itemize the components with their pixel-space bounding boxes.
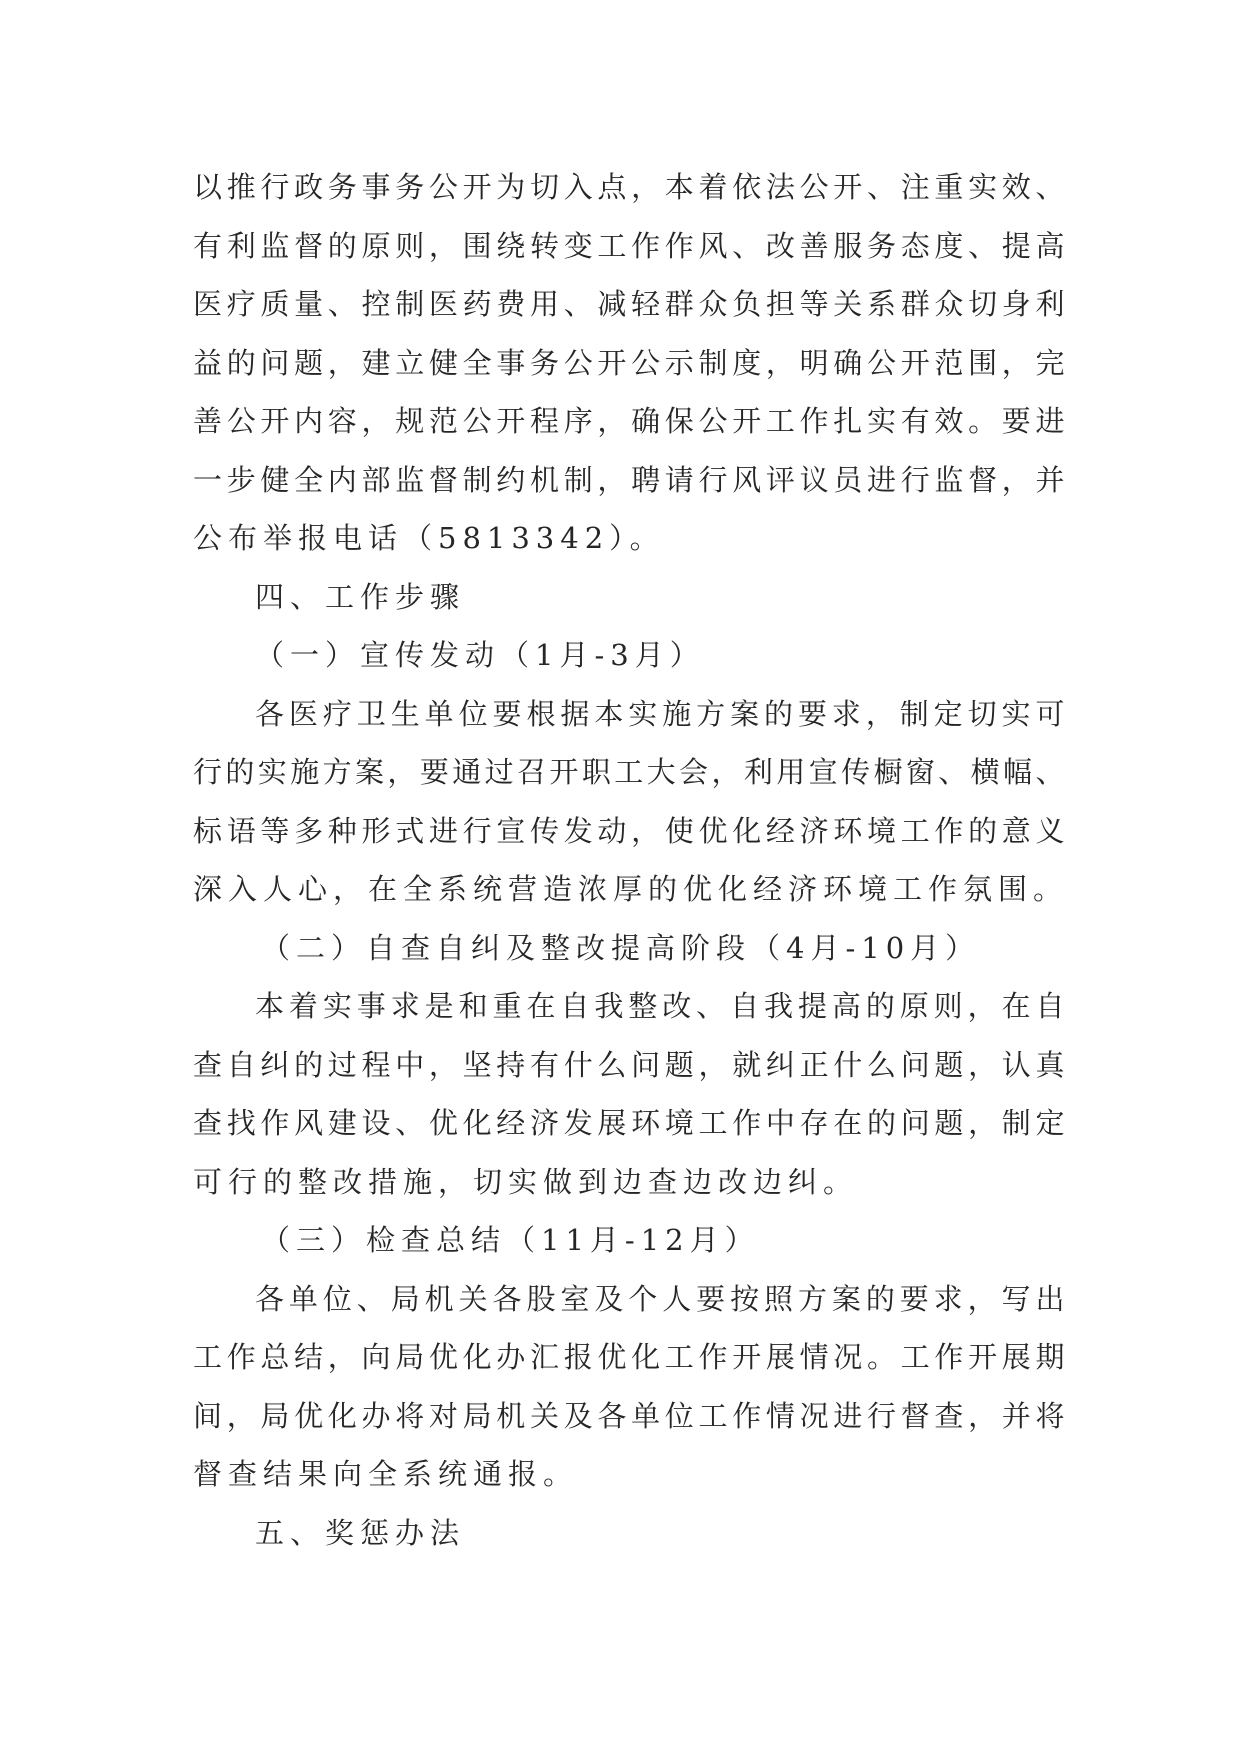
paragraph-line: 以推行政务事务公开为切入点，本着依法公开、注重实效、 — [193, 170, 1065, 204]
subsection-heading: （一）宣传发动（1月-3月） — [255, 638, 705, 672]
paragraph-line: 行的实施方案，要通过召开职工大会，利用宣传橱窗、横幅、 — [193, 755, 1065, 789]
paragraph-line: 督查结果向全系统通报。 — [193, 1457, 579, 1491]
paragraph-line: 一步健全内部监督制约机制，聘请行风评议员进行监督，并 — [193, 462, 1065, 497]
section-heading: 五、奖惩办法 — [255, 1515, 466, 1550]
paragraph-line: 善公开内容，规范公开程序，确保公开工作扎实有效。要进 — [193, 404, 1065, 438]
document-body — [193, 158, 1069, 1562]
paragraph-line: 深入人心，在全系统营造浓厚的优化经济环境工作氛围。 — [193, 872, 1069, 906]
paragraph-line: 各医疗卫生单位要根据本实施方案的要求，制定切实可 — [255, 696, 1065, 731]
paragraph-line: 查自纠的过程中，坚持有什么问题，就纠正什么问题，认真 — [193, 1047, 1065, 1082]
paragraph-line: 本着实事求是和重在自我整改、自我提高的原则，在自 — [255, 989, 1065, 1023]
paragraph-line: 有利监督的原则，围绕转变工作作风、改善服务态度、提高 — [193, 228, 1065, 263]
paragraph-line: 可行的整改措施，切实做到边查边改边纠。 — [193, 1164, 859, 1199]
paragraph-line: 各单位、局机关各股室及个人要按照方案的要求，写出 — [255, 1281, 1065, 1316]
section-heading: 四、工作步骤 — [255, 579, 466, 614]
paragraph-line: 标语等多种形式进行宣传发动，使优化经济环境工作的意义 — [193, 813, 1065, 848]
paragraph-line: 医疗质量、控制医药费用、减轻群众负担等关系群众切身利 — [193, 287, 1065, 321]
paragraph-line: 工作总结，向局优化办汇报优化工作开展情况。工作开展期 — [193, 1340, 1065, 1374]
paragraph-line: 公布举报电话（5813342）。 — [193, 521, 665, 555]
paragraph-line: 查找作风建设、优化经济发展环境工作中存在的问题，制定 — [193, 1106, 1065, 1140]
subsection-heading: （三）检查总结（11月-12月） — [261, 1223, 760, 1257]
paragraph-line: 间，局优化办将对局机关及各单位工作情况进行督查，并将 — [193, 1398, 1065, 1433]
subsection-heading: （二）自查自纠及整改提高阶段（4月-10月） — [261, 930, 981, 965]
paragraph-line: 益的问题，建立健全事务公开公示制度，明确公开范围，完 — [193, 345, 1065, 380]
